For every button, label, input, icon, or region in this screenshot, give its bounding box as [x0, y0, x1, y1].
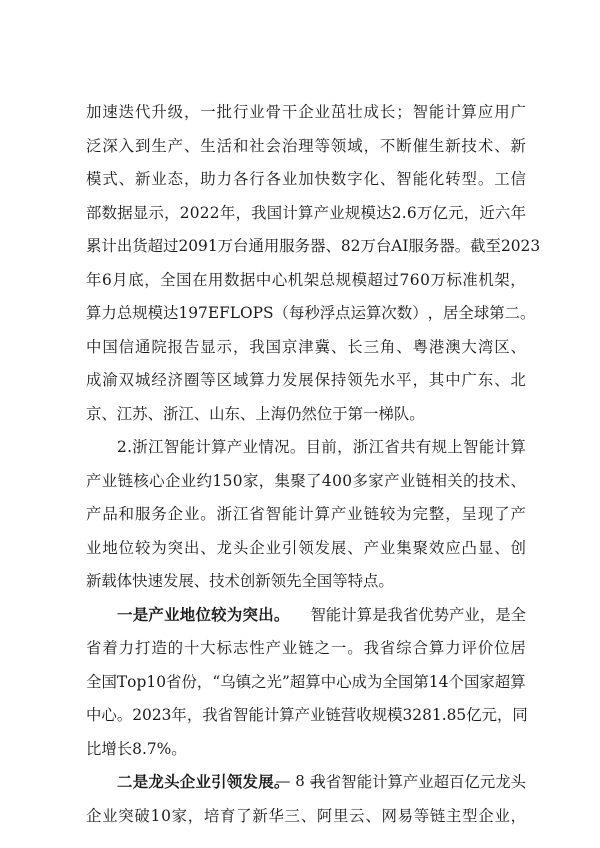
text-line: 算 力 总 规 模 达 1 9 7 E F L O P S （ 每 秒 浮 点 运 算 次 数 ） ， 居 全 球 第 二 。 [86, 304, 536, 322]
text-line: 省 着 力 打 造 的 十 大 标 志 性 产 业 链 之 一 。 我 省 综 合 算 力 评 价 位 居 [86, 639, 526, 657]
text-line: 泛 深 入 到 生 产 、 生 活 和 社 会 治 理 等 领 域 ， 不 断 催 生 新 技 术 、 新 [86, 136, 526, 155]
text-line [86, 599, 526, 633]
text-line: 中 心 。 2 0 2 3 年 ， 我 省 智 能 计 算 产 业 链 营 收 规 模 3 2 8 1 . 8 5 亿 元 ， 同 [86, 706, 528, 724]
text-line: 产 业 链 核 心 企 业 约 1 5 0 家 ， 集 聚 了 4 0 0 多 家 产 业 链 相 关 的 技 术 、 [86, 471, 526, 490]
text-line: 成 渝 双 城 经 济 圈 等 区 域 算 力 发 展 保 持 领 先 水 平 ， 其 中 广 东 、 北 [86, 371, 526, 389]
section-lead-heading: 一是产业地位较为突出。 [117, 605, 290, 624]
body-text [86, 96, 541, 833]
text-line: 累 计 出 货 超 过 2 0 9 1 万 台 通 用 服 务 器 、 8 2 万 台 A I 服 务 器 。 截 至 2 0 2 3 [86, 237, 541, 255]
text-span: 智能计算是我省优势产业，是全 [310, 605, 526, 624]
text-line: 业 地 位 较 为 突 出 、 龙 头 企 业 引 领 发 展 、 产 业 集 聚 效 应 凸 显 、 创 [86, 538, 526, 557]
page-number: — 8 — [275, 772, 325, 790]
text-line: 年 6 月 底 ， 全 国 在 用 数 据 中 心 机 架 总 规 模 超 过 7 6 0 万 标 准 机 架 ， [86, 270, 526, 289]
text-line: 加 速 迭 代 升 级 ， 一 批 行 业 骨 干 企 业 茁 壮 成 长 ； 智 能 计 算 应 用 广 [86, 103, 526, 121]
section-lead-heading: 二是龙头企业引领发展。 [117, 773, 290, 791]
text-line: 模 式 、 新 业 态 ， 助 力 各 行 各 业 加 快 数 字 化 、 智 能 化 转 型 。 工 信 [86, 170, 526, 188]
text-line: 中 国 信 通 院 报 告 显 示 ， 我 国 京 津 冀 、 长 三 角 、 粤 港 澳 大 湾 区 、 [86, 337, 526, 356]
text-line: 比增长8.7%。 [86, 739, 187, 758]
text-line: 全 国 T o p 1 0 省 份 ， “ 乌 镇 之 光 ” 超 算 中 心 成 为 全 国 第 1 4 个 国 家 超 算 [86, 672, 526, 691]
text-line: 企 业 突 破 1 0 家 ， 培 育 了 新 华 三 、 阿 里 云 、 网 易 等 链 主 型 企 业 ， [86, 806, 526, 825]
text-span: 我省智能计算产业超百亿元龙头 [310, 773, 526, 791]
text-line: 2 . 浙 江 智 能 计 算 产 业 情 况 。 目 前 ， 浙 江 省 共 有 规 上 智 能 计 算 [117, 438, 526, 456]
text-line: 京、江苏、浙江、山东、上海仍然位于第一梯队。 [86, 404, 425, 423]
text-line: 产 品 和 服 务 企 业 。 浙 江 省 智 能 计 算 产 业 链 较 为 完 整 ， 呈 现 了 产 [86, 505, 526, 523]
text-line: 部 数 据 显 示 ， 2 0 2 2 年 ， 我 国 计 算 产 业 规 模 达 2 . 6 万 亿 元 ， 近 六 年 [86, 203, 526, 222]
text-line: 新载体快速发展、技术创新领先全国等特点。 [86, 572, 394, 590]
